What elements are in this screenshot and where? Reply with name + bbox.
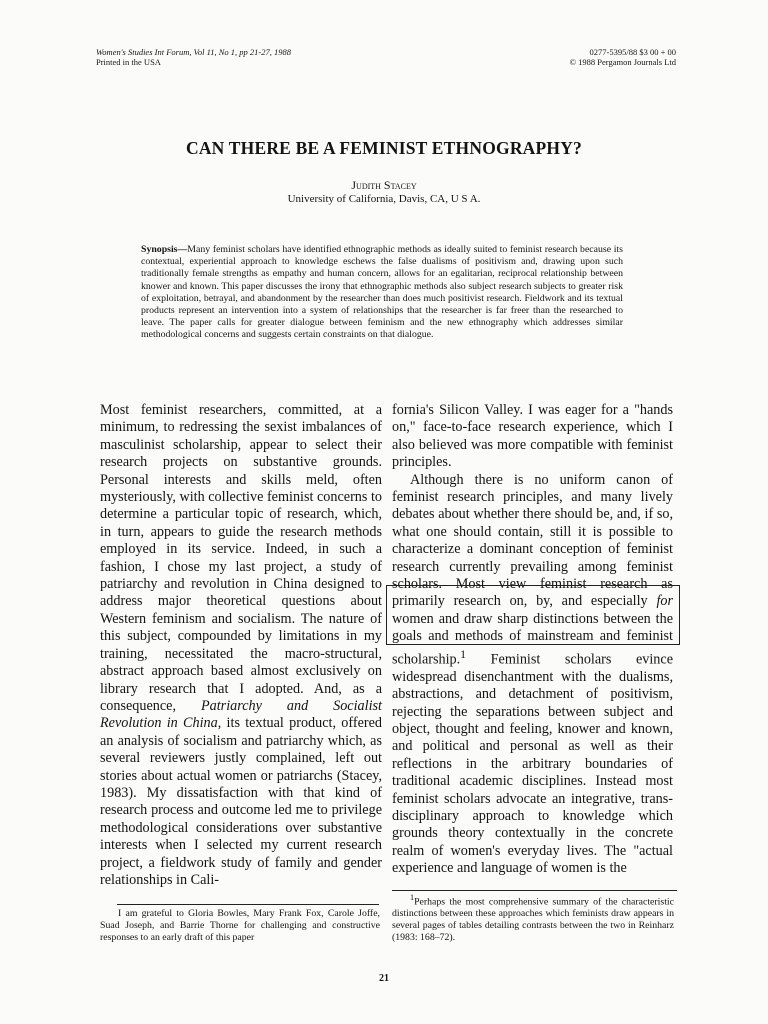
body-column-left xyxy=(100,402,382,889)
journal-citation-line: Women's Studies Int Forum, Vol 11, No 1, pp 21-27, 1988 xyxy=(96,47,291,57)
body-text: Although there is no uniform canon of feminist research principles, and many lively debates about whether there should be, and, if so, what one should contain, still it is possible to characterize a dominant conception of feminist research currently prevailing among feminist scholars. Most view feminist research as primarily research on, by, and especially xyxy=(392,471,673,610)
body-paragraph: fornia's Silicon Valley. I was eager for a "hands on," face-to-face research experience, which I also believed was more compatible with feminist principles. xyxy=(392,402,673,471)
body-text: , its textual product, offered an analysis of socialism and patriarchy which, as several reviewers justly complained, left out stories about actual women or patriarchs (Stacey, 1983). My dissatisfaction with that kind of research process and outcome led me to privilege methodological considerations over substantive interests when I selected my current research project, a fieldwork study of family and gender relationships in Cali- xyxy=(100,715,382,888)
body-text: Most feminist researchers, committed, at a minimum, to redressing the sexist imbalances of masculinist scholarship, appear to select their research projects on substantive grounds. Personal interests and skills meld, often mysteriously, with collective feminist concerns to determine a particular topic of research, which, in turn, appears to guide the research methods employed in its service. Indeed, in such a fashion, I chose my last project, a study of patriarchy and revolution in China designed to address major theoretical questions about Western feminism and socialism. The nature of this subject, compounded by limitations in my training, necessitated the macro-structural, abstract approach based almost exclusively on library research that I adopted. And, as a consequence, xyxy=(100,402,382,714)
journal-citation xyxy=(96,47,291,67)
emphasis-text: for xyxy=(656,593,673,610)
body-paragraph xyxy=(100,402,382,889)
copyright-info xyxy=(570,47,676,67)
footnote-ref: 1 xyxy=(460,646,467,661)
synopsis-text: Many feminist scholars have identified ethnographic methods as ideally suited to feminist research because its contextual, experiential approach to knowledge eschews the false dualisms of positivism and, drawing upon such traditionally female strengths as empathy and human concern, allows for an egalitarian, reciprocal relationship between knower and known. This paper discusses the irony that ethnographic methods also subject research subjects to greater risk of exploitation, betrayal, and abandonment by the researcher than does much positivist research. Fieldwork and its textual products represent an intervention into a system of relationships that the researcher is far freer than the researched to leave. The paper calls for greater dialogue between feminism and the new ethnography which addresses similar methodological concerns and suggests certain constraints on that dialogue. xyxy=(141,244,623,341)
author-affiliation: University of California, Davis, CA, U S A. xyxy=(287,193,481,205)
footnote-mark: 1 xyxy=(410,893,415,902)
acknowledgement-note: I am grateful to Gloria Bowles, Mary Frank Fox, Carole Joffe, Suad Joseph, and Barrie Thorne for challenging and constructive responses to an early draft of this paper xyxy=(100,908,380,943)
author-name: Judith Stacey xyxy=(351,178,417,192)
body-text: Feminist scholars evince widespread disenchantment with the dualisms, abstractions, and detachment of positivism, rejecting the separations between subject and object, thought and feeling, knower and known, and political and personal as well as their reflections in the arbitrary boundaries of traditional academic disciplines. Instead most feminist scholars advocate an integrative, trans-disciplinary approach to knowledge which grounds theory contextually in the concrete realm of women's everyday lives. The "actual experience and language of women is the xyxy=(392,651,673,877)
page-number: 21 xyxy=(379,973,389,984)
article-title: CAN THERE BE A FEMINIST ETHNOGRAPHY? xyxy=(185,138,582,158)
print-location: Printed in the USA xyxy=(96,57,161,67)
price-code: 0277-5395/88 $3 00 + 00 xyxy=(589,47,676,57)
footnote-rule xyxy=(392,890,677,891)
synopsis-label: Synopsis xyxy=(141,244,178,255)
footnote-text: Perhaps the most comprehensive summary of the characteristic distinctions between these approaches which feminists draw appears in several pages of tables detailing contrasts between the two in Reinharz (1983: 168–72). xyxy=(392,896,674,943)
copyright-line: © 1988 Pergamon Journals Ltd xyxy=(569,57,676,67)
body-text: women and draw sharp distinctions between the goals and methods of mainstream and feminist scholarship. xyxy=(392,610,673,668)
body-column-right xyxy=(392,402,673,878)
synopsis xyxy=(141,244,623,342)
synopsis-dash: — xyxy=(177,244,188,255)
body-paragraph xyxy=(392,472,673,878)
footnote-rule xyxy=(117,904,379,905)
book-title: Patriarchy and Socialist Revolution in China xyxy=(100,697,382,732)
footnote-1 xyxy=(392,892,674,943)
